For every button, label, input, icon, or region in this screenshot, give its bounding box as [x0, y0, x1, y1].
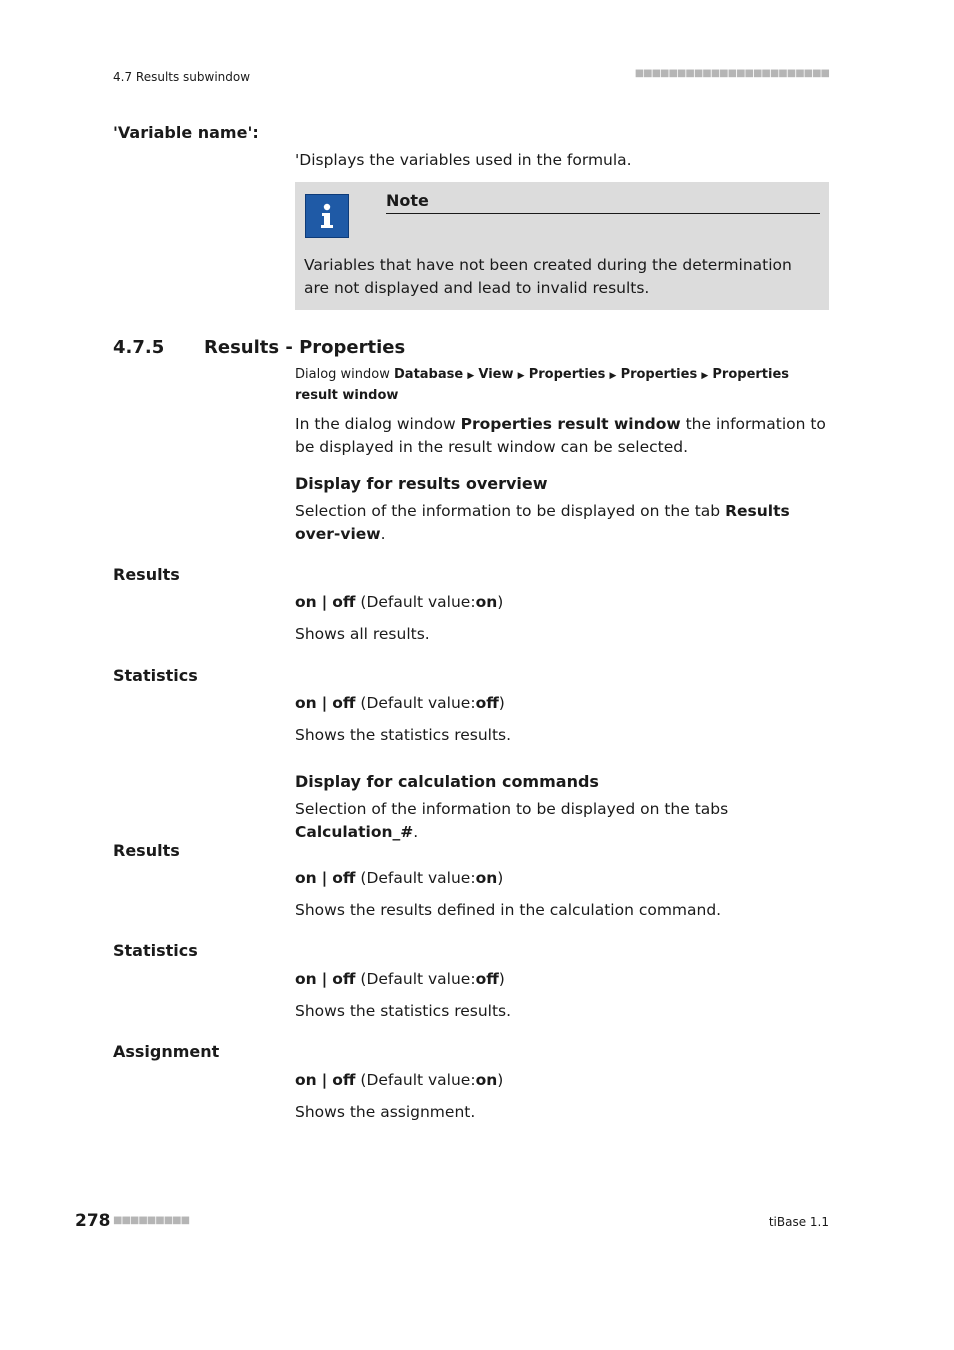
menu-path-item: Properties result window: [295, 367, 790, 403]
calc-text: .: [413, 823, 419, 841]
default-close: ): [498, 970, 505, 988]
overview-text: .: [380, 525, 386, 543]
default-value: on: [475, 869, 498, 887]
running-header-section: 4.7 Results subwindow: [113, 70, 251, 84]
menu-path-prefix: Dialog window: [295, 367, 390, 382]
value-off: off: [332, 1071, 356, 1089]
value-separator: |: [321, 593, 328, 611]
note-box: [295, 182, 829, 310]
value-on: on: [295, 593, 317, 611]
default-label: (Default value:: [360, 1071, 476, 1089]
param-description: Shows the assignment.: [295, 1103, 476, 1121]
menu-path-item: Properties: [528, 367, 606, 382]
menu-path: [295, 365, 829, 406]
value-on: on: [295, 970, 317, 988]
param-description: Shows the statistics results.: [295, 1002, 512, 1020]
param-values: [295, 1069, 829, 1092]
footer-dots: ■■■■■■■■■: [113, 1215, 190, 1226]
calc-tab-name: Calculation_#: [295, 823, 414, 841]
param-description: Shows the results defined in the calculation command.: [295, 901, 722, 919]
variable-name-description: 'Displays the variables used in the formula.: [295, 151, 632, 169]
default-label: (Default value:: [360, 593, 476, 611]
product-name: tiBase 1.1: [768, 1215, 829, 1229]
triangle-right-icon: ▶: [517, 371, 525, 381]
default-label: (Default value:: [360, 694, 476, 712]
param-values: [295, 968, 829, 991]
param-values: [295, 692, 829, 715]
param-term: Statistics: [113, 941, 198, 960]
default-close: ): [497, 869, 504, 887]
intro-dialog-name: Properties result window: [460, 415, 681, 433]
info-glyph: [312, 201, 342, 231]
value-off: off: [332, 869, 356, 887]
default-close: ): [497, 1071, 504, 1089]
value-on: on: [295, 1071, 317, 1089]
subheading-calculation-commands: Display for calculation commands: [295, 772, 599, 791]
subheading-results-overview: Display for results overview: [295, 474, 548, 493]
calc-description: [295, 798, 829, 844]
param-description: Shows the statistics results.: [295, 726, 512, 744]
value-separator: |: [321, 869, 328, 887]
value-on: on: [295, 869, 317, 887]
value-separator: |: [321, 694, 328, 712]
default-label: (Default value:: [360, 970, 476, 988]
intro-text: the information to be displayed in the result window can be selected.: [295, 415, 826, 456]
calc-text: Selection of the information to be displayed on the tabs: [295, 800, 729, 818]
default-value: off: [475, 694, 499, 712]
overview-text: Selection of the information to be displayed on the tab: [295, 502, 721, 520]
param-term: Results: [113, 841, 180, 860]
menu-path-item: Database: [394, 367, 464, 382]
default-label: (Default value:: [360, 869, 476, 887]
term-variable-name: 'Variable name':: [113, 123, 259, 142]
info-icon: [305, 194, 349, 238]
default-close: ): [497, 593, 504, 611]
default-close: ): [498, 694, 505, 712]
default-value: on: [475, 593, 498, 611]
value-off: off: [332, 970, 356, 988]
menu-path-item: View: [478, 367, 514, 382]
param-values: [295, 867, 829, 890]
value-off: off: [332, 593, 356, 611]
triangle-right-icon: ▶: [609, 371, 617, 381]
note-title: Note: [386, 191, 820, 214]
param-term: Statistics: [113, 666, 198, 685]
value-separator: |: [321, 970, 328, 988]
page-number: 278: [75, 1211, 111, 1231]
header-dots: ■■■■■■■■■■■■■■■■■■■■■■■: [634, 68, 829, 79]
default-value: off: [475, 970, 499, 988]
intro-text: In the dialog window: [295, 415, 456, 433]
menu-path-item: Properties: [620, 367, 698, 382]
section-intro: [295, 413, 829, 459]
value-separator: |: [321, 1071, 328, 1089]
param-description: Shows all results.: [295, 625, 430, 643]
param-term: Assignment: [113, 1042, 220, 1061]
section-number: 4.7.5: [113, 337, 165, 358]
param-term: Results: [113, 565, 180, 584]
value-off: off: [332, 694, 356, 712]
section-title: Results - Properties: [204, 337, 406, 358]
triangle-right-icon: ▶: [467, 371, 475, 381]
param-values: [295, 591, 829, 614]
default-value: on: [475, 1071, 498, 1089]
value-on: on: [295, 694, 317, 712]
overview-tab-name: Results over-view: [295, 502, 790, 543]
note-text: Variables that have not been created during the determination are not displayed and lead to invalid results.: [304, 256, 792, 297]
overview-description: [295, 500, 829, 546]
triangle-right-icon: ▶: [701, 371, 709, 381]
